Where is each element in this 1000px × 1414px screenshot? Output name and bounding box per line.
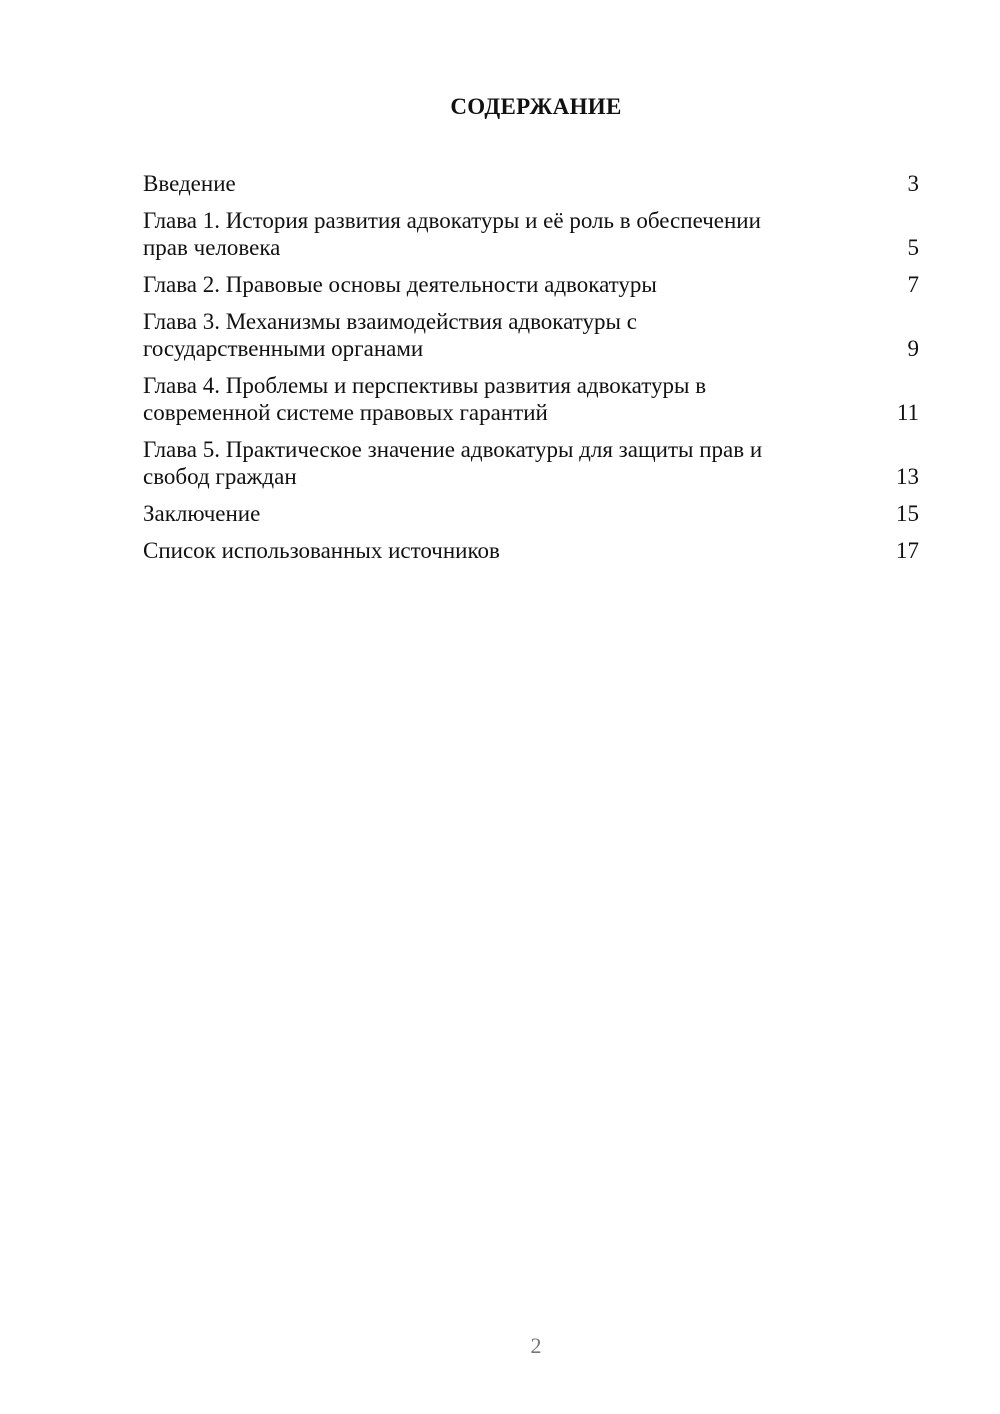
toc-entry-conclusion [143,500,919,527]
toc-entry-page: 13 [896,464,919,489]
table-of-contents [143,170,919,574]
toc-entry-references [143,537,919,564]
toc-entry-text: Список использованных источников [143,538,500,563]
toc-entry-page: 5 [907,235,919,260]
toc-entry-text: Глава 5. Практическое значение адвокатуры для защиты прав и свобод граждан [143,437,763,489]
toc-entry-chapter-5 [143,436,919,490]
toc-entry-page: 9 [907,336,919,361]
page-title: СОДЕРЖАНИЕ [450,94,622,119]
toc-entry-introduction [143,170,919,197]
toc-entry-chapter-1 [143,207,919,261]
toc-entry-page: 7 [907,272,919,297]
toc-entry-chapter-2 [143,271,919,298]
toc-entry-text: Заключение [143,501,261,526]
page-number: 2 [530,1333,542,1358]
toc-entry-chapter-4 [143,372,919,426]
toc-entry-page: 11 [896,400,919,425]
toc-entry-text: Глава 1. История развития адвокатуры и её роль в обеспечении прав человека [143,208,761,260]
toc-entry-page: 17 [896,538,919,563]
toc-entry-text: Глава 2. Правовые основы деятельности адвокатуры [143,272,657,297]
toc-entry-text: Введение [143,171,236,196]
toc-entry-text: Глава 3. Механизмы взаимодействия адвокатуры с государственными органами [143,309,637,361]
toc-entry-chapter-3 [143,308,919,362]
toc-entry-page: 15 [896,501,919,526]
toc-entry-page: 3 [907,171,919,196]
toc-entry-text: Глава 4. Проблемы и перспективы развития адвокатуры в современной системе правовых гарантий [143,373,707,425]
